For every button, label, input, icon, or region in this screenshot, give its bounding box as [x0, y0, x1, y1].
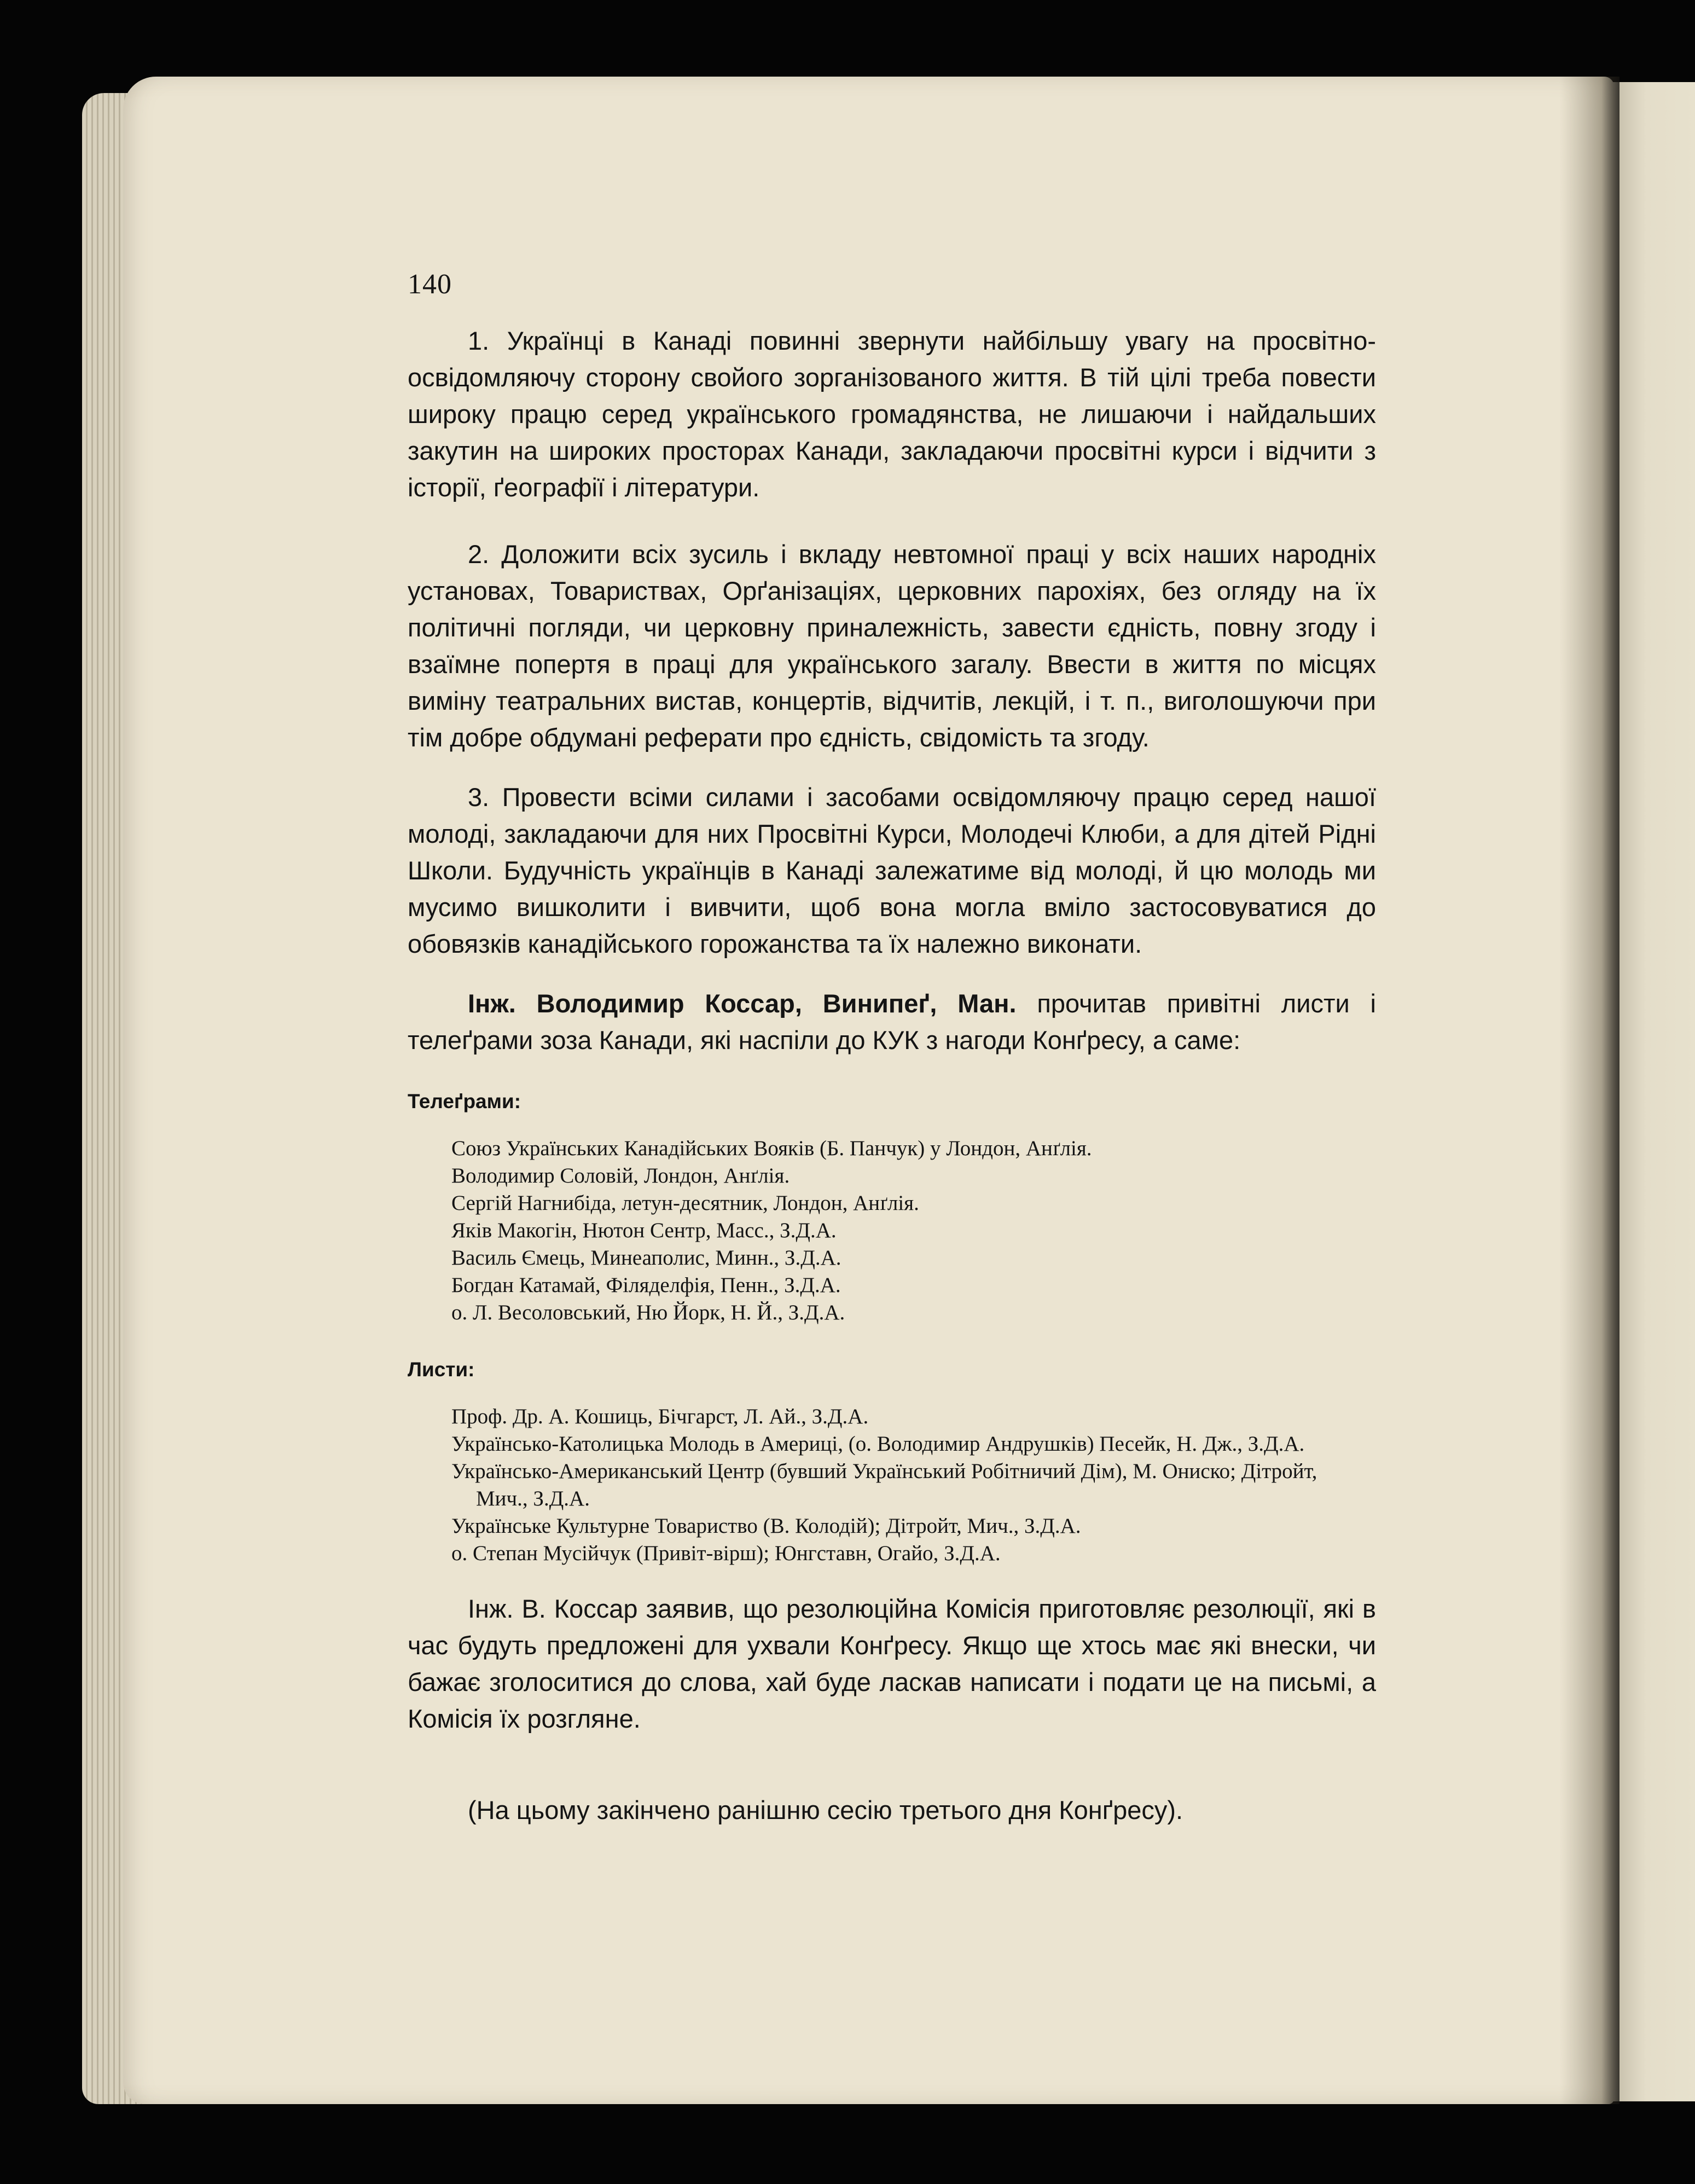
paragraph-4-text: прочитав привітні листи і телеґрами зоза Канади, які наспіли до КУК з нагоди Конґресу, а саме:	[408, 989, 1376, 1055]
list-item: Яків Макогін, Нютон Сентр, Масс., З.Д.А.	[451, 1219, 837, 1242]
page-number: 140	[408, 269, 452, 300]
list-item: Богдан Катамай, Філяделфія, Пенн., З.Д.А.	[451, 1273, 841, 1297]
list-item: Українсько-Католицька Молодь в Америці, (о. Володимир Андрушків) Песейк, Н. Дж., З.Д.А.	[451, 1432, 1305, 1456]
letters-list	[451, 1403, 1338, 1567]
paragraph-1: 1. Українці в Канаді повинні звернути найбільшу увагу на просвітно-освідомляючу сторону свойого зорганізованого життя. В тій цілі треба повести широку працю серед українського громадянства, не лишаючи і найдальших закутин на широких просторах Канади, закладаючи просвітні курси і відчити з історії, ґеографії і літератури.	[408, 326, 1376, 502]
page-content	[408, 268, 1376, 1828]
list-item: Українсько-Американський Центр (бувший Український Робітничий Дім), М. Ониско; Дітройт, Мич., З.Д.А.	[451, 1459, 1317, 1510]
list-item: Василь Ємець, Минеаполис, Минн., З.Д.А.	[451, 1246, 841, 1270]
list-item: Проф. Др. А. Кошиць, Бічгарст, Л. Ай., З.Д.А.	[451, 1405, 869, 1428]
closing-note: (На цьому закінчено ранішню сесію третього дня Конґресу).	[468, 1795, 1183, 1824]
telegrams-list	[451, 1135, 1338, 1326]
paragraph-4	[408, 985, 1376, 1058]
list-item: Українське Культурне Товариство (В. Колодій); Дітройт, Мич., З.Д.А.	[451, 1514, 1081, 1538]
paragraph-2: 2. Доложити всіх зусиль і вкладу невтомної праці у всіх наших народніх установах, Товариствах, Орґанізаціях, церковних парохіях, без огляду на їх політичні погляди, чи церковну приналежність, завести єдність, повну згоду і взаїмне попертя в праці для українського загалу. Ввести в життя по місцях виміну театральних вистав, концертів, відчитів, лекцій, і т. п., виголошуючи при тім добре обдумані реферати про єдність, свідомість та згоду.	[408, 540, 1376, 752]
list-item: Сергій Нагнибіда, летун-десятник, Лондон, Анґлія.	[451, 1191, 919, 1215]
paragraph-5: Інж. В. Коссар заявив, що резолюційна Комісія приготовляє резолюції, які в час будуть предложені для ухвали Конґресу. Якщо ще хтось має які внески, чи бажає зголоситися до слова, хай буде ласкав написати і подати це на письмі, а Комісія їх розгляне.	[408, 1594, 1376, 1733]
paragraph-3: 3. Провести всіми силами і засобами освідомляючу працю серед нашої молоді, закладаючи для них Просвітні Курси, Молодечі Клюби, а для дітей Рідні Школи. Будучність українців в Канаді залежатиме від молоді, й цю молодь ми мусимо вишколити і вивчити, щоб вона могла вміло застосовуватися до обовязків канадійського горожанства та їх належно виконати.	[408, 783, 1376, 958]
telegrams-heading: Телеґрами:	[408, 1090, 521, 1113]
list-item: Володимир Соловій, Лондон, Анґлія.	[451, 1164, 790, 1187]
letters-heading: Листи:	[408, 1358, 475, 1381]
book-gutter	[1559, 77, 1619, 2104]
list-item: о. Степан Мусійчук (Привіт-вірш); Юнгставн, Огайо, З.Д.А.	[451, 1542, 1001, 1565]
list-item: о. Л. Весоловський, Ню Йорк, Н. Й., З.Д.А.	[451, 1301, 845, 1324]
list-item: Союз Українських Канадійських Вояків (Б. Панчук) у Лондон, Анґлія.	[451, 1137, 1092, 1160]
speaker-name: Інж. Володимир Коссар, Винипеґ, Ман.	[468, 989, 1017, 1018]
